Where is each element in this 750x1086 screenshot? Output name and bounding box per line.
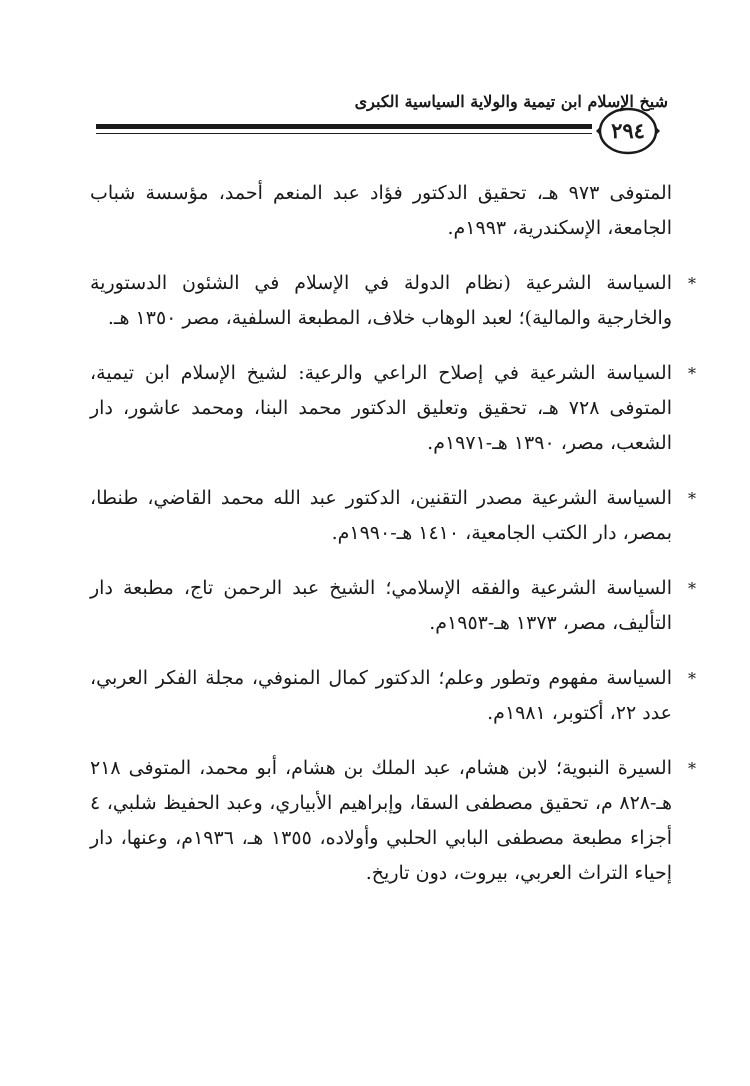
- bibliography-entry: [90, 571, 696, 641]
- entry-text: السياسة الشرعية والفقه الإسلامي؛ الشيخ عبد الرحمن تاج، مطبعة دار التأليف، مصر، ١٣٧٣ هـ-١٩٥٣م.: [90, 577, 672, 634]
- entry-text: السياسة الشرعية في إصلاح الراعي والرعية: لشيخ الإسلام ابن تيمية، المتوفى ٧٢٨ هـ، تحقيق وتعليق الدكتور محمد البنا، ومحمد عاشور، دار الشعب، مصر، ١٣٩٠ هـ-١٩٧١م.: [90, 362, 672, 454]
- entry-text: السيرة النبوية؛ لابن هشام، عبد الملك بن هشام، أبو محمد، المتوفى ٢١٨ هـ-٨٢٨ م، تحقيق مصطفى السقا، وإبراهيم الأبياري، وعبد الحفيظ شلبي، ٤ أجزاء مطبعة مصطفى البابي الحلبي وأولاده، ١٣٥٥ هـ، ١٩٣٦م، وعنها، دار إحياء التراث العربي، بيروت، دون تاريخ.: [90, 757, 672, 884]
- page-number-badge: [594, 104, 662, 158]
- entry-text: المتوفى ٩٧٣ هـ، تحقيق الدكتور فؤاد عبد المنعم أحمد، مؤسسة شباب الجامعة، الإسكندرية، ١٩٩٣م.: [90, 182, 672, 239]
- asterisk-bullet-icon: *: [688, 489, 696, 508]
- entry-text: السياسة الشرعية (نظام الدولة في الإسلام في الشئون الدستورية والخارجية والمالية)؛ لعبد الوهاب خلاف، المطبعة السلفية، مصر ١٣٥٠ هـ.: [90, 272, 672, 329]
- entry-text: السياسة الشرعية مصدر التقنين، الدكتور عبد الله محمد القاضي، طنطا، بمصر، دار الكتب الجامعية، ١٤١٠ هـ-١٩٩٠م.: [90, 487, 672, 544]
- asterisk-bullet-icon: *: [688, 669, 696, 688]
- running-title: شيخ الإسلام ابن تيمية والولاية السياسية الكبرى: [354, 92, 668, 111]
- bibliography-entry: [90, 356, 696, 461]
- header-rule-thin: [96, 133, 592, 134]
- bibliography-entry: [90, 481, 696, 551]
- bibliography-entry: [90, 266, 696, 336]
- asterisk-bullet-icon: *: [688, 579, 696, 598]
- entry-text: السياسة مفهوم وتطور وعلم؛ الدكتور كمال المنوفي، مجلة الفكر العربي، عدد ٢٢، أكتوبر، ١٩٨١م.: [90, 667, 672, 724]
- page-number: ٢٩٤: [611, 118, 645, 143]
- header-rule-thick: [96, 124, 592, 129]
- bibliography-entry: [90, 751, 696, 891]
- asterisk-bullet-icon: *: [688, 759, 696, 778]
- bibliography-entry: [90, 176, 672, 246]
- asterisk-bullet-icon: *: [688, 364, 696, 383]
- bibliography-entry: [90, 661, 696, 731]
- asterisk-bullet-icon: *: [688, 274, 696, 293]
- bibliography-list: [90, 176, 696, 911]
